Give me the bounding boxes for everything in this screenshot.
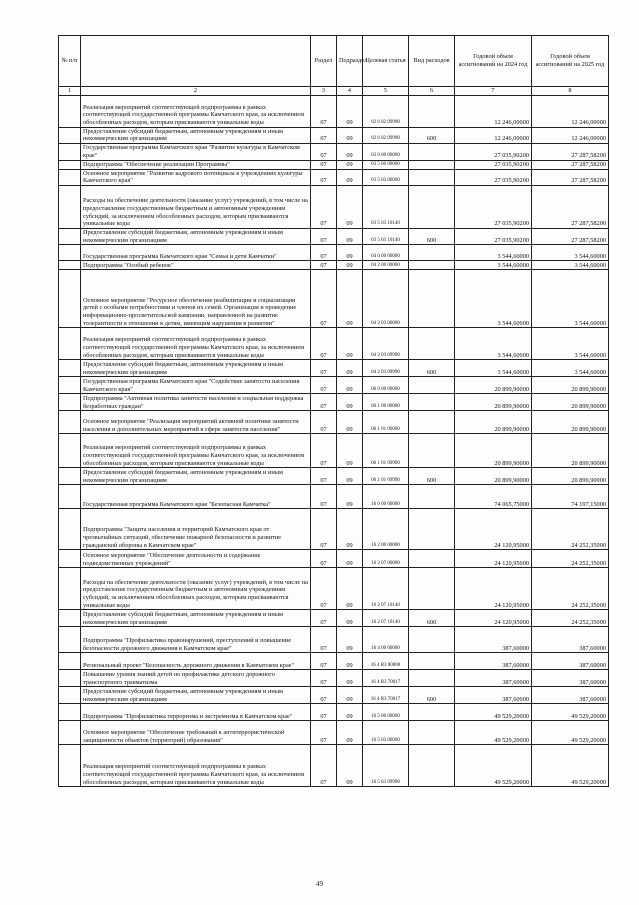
row-number bbox=[59, 704, 81, 721]
table-row bbox=[59, 394, 609, 411]
row-number bbox=[59, 185, 81, 228]
column-number-row bbox=[59, 87, 609, 96]
table-row bbox=[59, 568, 609, 610]
table-row bbox=[59, 360, 609, 377]
row-subsection: 09 bbox=[337, 687, 363, 704]
header-subsection: Подраздел bbox=[337, 36, 363, 87]
row-subsection: 09 bbox=[337, 328, 363, 360]
table-row bbox=[59, 509, 609, 550]
header-section: Раздел bbox=[311, 36, 337, 87]
row-expense-type bbox=[409, 627, 455, 653]
row-section: 07 bbox=[311, 468, 337, 485]
row-subsection: 09 bbox=[337, 160, 363, 169]
table-row bbox=[59, 377, 609, 394]
row-amount-2024: 24 120,95000 bbox=[455, 610, 532, 627]
row-target-article: 03 0 00 00000 bbox=[363, 144, 409, 160]
table-row bbox=[59, 228, 609, 244]
row-section: 07 bbox=[311, 610, 337, 627]
row-target-article: 04 0 00 00000 bbox=[363, 245, 409, 261]
row-amount-2024: 3 544,60000 bbox=[455, 261, 532, 270]
column-number: 6 bbox=[409, 87, 455, 96]
table-header-row bbox=[59, 36, 609, 87]
table-row bbox=[59, 745, 609, 787]
row-amount-2025: 20 899,90000 bbox=[532, 394, 609, 411]
row-amount-2025: 12 246,00000 bbox=[532, 95, 609, 127]
row-expense-type bbox=[409, 721, 455, 745]
row-amount-2024: 27 035,90200 bbox=[455, 160, 532, 169]
row-section: 07 bbox=[311, 627, 337, 653]
row-amount-2024: 24 120,95000 bbox=[455, 550, 532, 568]
row-section: 07 bbox=[311, 670, 337, 687]
row-section: 07 bbox=[311, 721, 337, 745]
row-name: Реализация мероприятий соответствующей подпрограммы в рамках соответствующей государственной программы Камчатского края, за исключением обособленных расходов, которым присваиваются уникальные коды bbox=[81, 434, 311, 468]
row-subsection: 09 bbox=[337, 228, 363, 244]
table-row bbox=[59, 721, 609, 745]
row-target-article: 04 2 03 00000 bbox=[363, 270, 409, 328]
row-amount-2025: 74 197,15000 bbox=[532, 485, 609, 509]
row-name: Подпрограмма "Профилактика правонарушений, преступлений и повышение безопасности дорожного движения в Камчатском крае" bbox=[81, 627, 311, 653]
row-amount-2024: 27 035,90200 bbox=[455, 144, 532, 160]
row-section: 07 bbox=[311, 127, 337, 143]
header-expense-type: Вид расходов bbox=[409, 36, 455, 87]
row-number bbox=[59, 745, 81, 787]
row-amount-2025: 387,60000 bbox=[532, 670, 609, 687]
row-amount-2024: 387,60000 bbox=[455, 670, 532, 687]
row-name: Основное мероприятие "Обеспечение деятельности и содержание подведомственных учреждений" bbox=[81, 550, 311, 568]
row-subsection: 09 bbox=[337, 568, 363, 610]
row-amount-2024: 20 899,90000 bbox=[455, 434, 532, 468]
row-section: 07 bbox=[311, 169, 337, 185]
row-expense-type: 600 bbox=[409, 687, 455, 704]
row-target-article: 16 5 03 00000 bbox=[363, 721, 409, 745]
row-amount-2025: 24 252,35000 bbox=[532, 568, 609, 610]
row-amount-2024: 387,60000 bbox=[455, 627, 532, 653]
row-amount-2025: 20 899,90000 bbox=[532, 377, 609, 394]
table-row bbox=[59, 434, 609, 468]
table-row bbox=[59, 468, 609, 485]
row-amount-2024: 20 899,90000 bbox=[455, 394, 532, 411]
table-row bbox=[59, 270, 609, 328]
row-amount-2024: 49 529,20000 bbox=[455, 721, 532, 745]
row-target-article: 03 5 00 00000 bbox=[363, 160, 409, 169]
column-number: 8 bbox=[532, 87, 609, 96]
row-amount-2025: 27 287,58200 bbox=[532, 228, 609, 244]
row-target-article: 04 2 03 09990 bbox=[363, 328, 409, 360]
row-amount-2024: 387,60000 bbox=[455, 687, 532, 704]
row-target-article: 03 5 03 10140 bbox=[363, 185, 409, 228]
row-section: 07 bbox=[311, 160, 337, 169]
row-expense-type bbox=[409, 509, 455, 550]
row-subsection: 09 bbox=[337, 360, 363, 377]
row-name: Подпрограмма "Профилактика терроризма и экстремизма в Камчатском крае" bbox=[81, 704, 311, 721]
row-name: Основное мероприятие "Реализация мероприятий активной политики занятости населения и дополнительных мероприятий в сфере занятости населения" bbox=[81, 411, 311, 434]
row-subsection: 09 bbox=[337, 394, 363, 411]
row-expense-type bbox=[409, 704, 455, 721]
row-name: Реализация мероприятий соответствующей подпрограммы в рамках соответствующей государственной программы Камчатского края, за исключением обособленных расходов, которым присваиваются уникальные коды bbox=[81, 328, 311, 360]
column-number: 7 bbox=[455, 87, 532, 96]
row-target-article: 16 2 07 10140 bbox=[363, 610, 409, 627]
row-amount-2024: 3 544,60000 bbox=[455, 328, 532, 360]
row-name: Подпрограмма "Активная политика занятости населения и социальная поддержка безработных граждан" bbox=[81, 394, 311, 411]
row-target-article: 16 2 07 00000 bbox=[363, 550, 409, 568]
row-expense-type: 600 bbox=[409, 610, 455, 627]
row-amount-2025: 49 529,20000 bbox=[532, 721, 609, 745]
row-number bbox=[59, 468, 81, 485]
header-number: № п/п bbox=[59, 36, 81, 87]
row-subsection: 09 bbox=[337, 721, 363, 745]
row-number bbox=[59, 360, 81, 377]
row-subsection: 09 bbox=[337, 627, 363, 653]
row-subsection: 09 bbox=[337, 550, 363, 568]
row-number bbox=[59, 610, 81, 627]
row-amount-2025: 24 252,35000 bbox=[532, 550, 609, 568]
row-amount-2025: 20 899,90000 bbox=[532, 434, 609, 468]
row-amount-2024: 3 544,60000 bbox=[455, 245, 532, 261]
row-name: Предоставление субсидий бюджетным, автономным учреждениям и иным некоммерческим организациям bbox=[81, 468, 311, 485]
row-number bbox=[59, 411, 81, 434]
header-amount-2024: Годовой объем ассигнований на 2024 год bbox=[455, 36, 532, 87]
row-expense-type bbox=[409, 270, 455, 328]
column-number: 1 bbox=[59, 87, 81, 96]
table-row bbox=[59, 245, 609, 261]
header-name bbox=[81, 36, 311, 87]
row-amount-2025: 20 899,90000 bbox=[532, 468, 609, 485]
row-amount-2024: 20 899,90000 bbox=[455, 468, 532, 485]
row-subsection: 09 bbox=[337, 270, 363, 328]
row-name: Подпрограмма "Обеспечение реализации Программы" bbox=[81, 160, 311, 169]
row-section: 07 bbox=[311, 270, 337, 328]
row-subsection: 09 bbox=[337, 245, 363, 261]
row-subsection: 09 bbox=[337, 468, 363, 485]
row-subsection: 09 bbox=[337, 745, 363, 787]
row-expense-type bbox=[409, 411, 455, 434]
table-row bbox=[59, 328, 609, 360]
row-subsection: 09 bbox=[337, 144, 363, 160]
row-target-article: 16 4 00 00000 bbox=[363, 627, 409, 653]
row-target-article: 04 2 00 00000 bbox=[363, 261, 409, 270]
row-target-article: 04 2 03 09990 bbox=[363, 360, 409, 377]
row-expense-type bbox=[409, 377, 455, 394]
header-amount-2025: Годовой объем ассигнований на 2025 год bbox=[532, 36, 609, 87]
row-number bbox=[59, 328, 81, 360]
row-number bbox=[59, 95, 81, 127]
row-number bbox=[59, 721, 81, 745]
row-number bbox=[59, 670, 81, 687]
row-number bbox=[59, 245, 81, 261]
row-subsection: 09 bbox=[337, 95, 363, 127]
row-amount-2025: 27 287,58200 bbox=[532, 169, 609, 185]
row-amount-2024: 74 065,75000 bbox=[455, 485, 532, 509]
row-target-article: 16 4 R3 00000 bbox=[363, 653, 409, 670]
row-section: 07 bbox=[311, 411, 337, 434]
row-target-article: 03 5 03 00000 bbox=[363, 169, 409, 185]
row-amount-2025: 24 252,35000 bbox=[532, 610, 609, 627]
row-expense-type bbox=[409, 653, 455, 670]
row-section: 07 bbox=[311, 485, 337, 509]
row-name: Расходы на обеспечение деятельности (оказание услуг) учреждений, в том числе на предоставление государственным бюджетным и автономным учреждениям субсидий, за исключением обособленных расходов, которым присваиваются уникальные коды bbox=[81, 185, 311, 228]
row-section: 07 bbox=[311, 360, 337, 377]
row-subsection: 09 bbox=[337, 610, 363, 627]
row-target-article: 16 0 00 00000 bbox=[363, 485, 409, 509]
row-amount-2024: 12 246,00000 bbox=[455, 127, 532, 143]
row-section: 07 bbox=[311, 745, 337, 787]
row-target-article: 16 4 R3 70017 bbox=[363, 687, 409, 704]
row-expense-type bbox=[409, 169, 455, 185]
row-amount-2025: 49 529,20000 bbox=[532, 745, 609, 787]
row-expense-type bbox=[409, 261, 455, 270]
row-amount-2025: 20 899,90000 bbox=[532, 411, 609, 434]
row-target-article: 06 1 00 00000 bbox=[363, 394, 409, 411]
row-target-article: 06 1 01 00000 bbox=[363, 411, 409, 434]
row-number bbox=[59, 485, 81, 509]
row-name: Предоставление субсидий бюджетным, автономным учреждениям и иным некоммерческим организациям bbox=[81, 228, 311, 244]
row-name: Государственная программа Камчатского края "Семья и дети Камчатки" bbox=[81, 245, 311, 261]
row-section: 07 bbox=[311, 704, 337, 721]
row-expense-type bbox=[409, 568, 455, 610]
row-subsection: 09 bbox=[337, 434, 363, 468]
row-number bbox=[59, 394, 81, 411]
row-expense-type bbox=[409, 434, 455, 468]
row-subsection: 09 bbox=[337, 509, 363, 550]
table-row bbox=[59, 627, 609, 653]
row-amount-2025: 12 246,00000 bbox=[532, 127, 609, 143]
table-row bbox=[59, 411, 609, 434]
row-name: Подпрограмма "Защита населения и территорий Камчатского края от чрезвычайных ситуаций, обеспечение пожарной безопасности и развитие гражданской обороны в Камчатском крае" bbox=[81, 509, 311, 550]
row-target-article: 16 2 00 00000 bbox=[363, 509, 409, 550]
row-name: Реализация мероприятий соответствующей подпрограммы в рамках соответствующей государственной программы Камчатского края, за исключением обособленных расходов, которым присваиваются уникальные коды bbox=[81, 745, 311, 787]
row-expense-type bbox=[409, 745, 455, 787]
row-section: 07 bbox=[311, 653, 337, 670]
row-subsection: 09 bbox=[337, 485, 363, 509]
row-expense-type bbox=[409, 670, 455, 687]
row-section: 07 bbox=[311, 95, 337, 127]
row-amount-2024: 27 035,90200 bbox=[455, 185, 532, 228]
row-name: Предоставление субсидий бюджетным, автономным учреждениям и иным некоммерческим организациям bbox=[81, 127, 311, 143]
row-name: Региональный проект "Безопасность дорожного движения в Камчатском крае" bbox=[81, 653, 311, 670]
row-expense-type bbox=[409, 394, 455, 411]
row-amount-2024: 49 529,20000 bbox=[455, 704, 532, 721]
row-amount-2024: 24 120,95000 bbox=[455, 568, 532, 610]
column-number: 5 bbox=[363, 87, 409, 96]
row-name: Подпрограмма "Особый ребенок" bbox=[81, 261, 311, 270]
row-expense-type: 600 bbox=[409, 468, 455, 485]
table-row bbox=[59, 610, 609, 627]
row-section: 07 bbox=[311, 394, 337, 411]
row-number bbox=[59, 169, 81, 185]
row-name: Основное мероприятие "Развитие кадрового потенциала в учреждениях культуры Камчатского края" bbox=[81, 169, 311, 185]
row-expense-type: 600 bbox=[409, 127, 455, 143]
row-section: 07 bbox=[311, 377, 337, 394]
row-amount-2025: 27 287,58200 bbox=[532, 144, 609, 160]
row-number bbox=[59, 434, 81, 468]
row-subsection: 09 bbox=[337, 185, 363, 228]
table-row bbox=[59, 261, 609, 270]
row-number bbox=[59, 377, 81, 394]
row-expense-type bbox=[409, 328, 455, 360]
table-row bbox=[59, 160, 609, 169]
row-subsection: 09 bbox=[337, 411, 363, 434]
row-target-article: 16 5 03 09990 bbox=[363, 745, 409, 787]
row-subsection: 09 bbox=[337, 127, 363, 143]
table-row bbox=[59, 169, 609, 185]
row-amount-2025: 3 544,60000 bbox=[532, 328, 609, 360]
row-amount-2025: 24 252,35000 bbox=[532, 509, 609, 550]
row-amount-2025: 3 544,60000 bbox=[532, 261, 609, 270]
table-row bbox=[59, 653, 609, 670]
row-number bbox=[59, 653, 81, 670]
row-name: Государственная программа Камчатского края "Содействие занятости населения Камчатского края" bbox=[81, 377, 311, 394]
table-row bbox=[59, 704, 609, 721]
row-target-article: 16 4 R3 70017 bbox=[363, 670, 409, 687]
row-name: Государственная программа Камчатского края "Безопасная Камчатка" bbox=[81, 485, 311, 509]
table-body bbox=[59, 95, 609, 787]
row-number bbox=[59, 261, 81, 270]
row-amount-2024: 20 899,90000 bbox=[455, 411, 532, 434]
row-section: 07 bbox=[311, 261, 337, 270]
row-section: 07 bbox=[311, 434, 337, 468]
row-section: 07 bbox=[311, 144, 337, 160]
row-target-article: 02 6 02 09990 bbox=[363, 95, 409, 127]
row-amount-2024: 387,60000 bbox=[455, 653, 532, 670]
row-expense-type bbox=[409, 95, 455, 127]
row-name: Расходы на обеспечение деятельности (оказание услуг) учреждений, в том числе на предоставление государственным бюджетным и автономным учреждениям субсидий, за исключением обособленных расходов, которым присваиваются уникальные коды bbox=[81, 568, 311, 610]
row-amount-2025: 49 529,20000 bbox=[532, 704, 609, 721]
row-number bbox=[59, 160, 81, 169]
row-section: 07 bbox=[311, 228, 337, 244]
row-amount-2025: 387,60000 bbox=[532, 653, 609, 670]
table-row bbox=[59, 550, 609, 568]
row-expense-type: 600 bbox=[409, 360, 455, 377]
row-amount-2025: 3 544,60000 bbox=[532, 245, 609, 261]
row-amount-2024: 24 120,95000 bbox=[455, 509, 532, 550]
table-row bbox=[59, 185, 609, 228]
row-number bbox=[59, 627, 81, 653]
row-name: Реализация мероприятий соответствующей подпрограммы в рамках соответствующей государственной программы Камчатского края, за исключением обособленных расходов, которым присваиваются уникальные коды bbox=[81, 95, 311, 127]
row-number bbox=[59, 568, 81, 610]
row-amount-2024: 12 246,00000 bbox=[455, 95, 532, 127]
row-expense-type bbox=[409, 485, 455, 509]
row-subsection: 09 bbox=[337, 261, 363, 270]
row-target-article: 16 5 00 00000 bbox=[363, 704, 409, 721]
table-row bbox=[59, 485, 609, 509]
row-number bbox=[59, 550, 81, 568]
row-number bbox=[59, 127, 81, 143]
row-subsection: 09 bbox=[337, 169, 363, 185]
header-target-article: Целевая статья bbox=[363, 36, 409, 87]
row-section: 07 bbox=[311, 245, 337, 261]
row-expense-type: 600 bbox=[409, 228, 455, 244]
row-expense-type bbox=[409, 550, 455, 568]
table-row bbox=[59, 144, 609, 160]
row-section: 07 bbox=[311, 328, 337, 360]
row-amount-2024: 27 035,90200 bbox=[455, 169, 532, 185]
row-expense-type bbox=[409, 160, 455, 169]
table-row bbox=[59, 95, 609, 127]
row-amount-2025: 3 544,60000 bbox=[532, 270, 609, 328]
row-amount-2024: 3 544,60000 bbox=[455, 270, 532, 328]
row-amount-2024: 27 035,90200 bbox=[455, 228, 532, 244]
row-name: Предоставление субсидий бюджетным, автономным учреждениям и иным некоммерческим организациям bbox=[81, 610, 311, 627]
row-target-article: 06 1 01 09990 bbox=[363, 468, 409, 485]
row-name: Основное мероприятие "Обеспечение требований к антитеррористической защищенности объектов (территорий) образования" bbox=[81, 721, 311, 745]
column-number: 4 bbox=[337, 87, 363, 96]
page-number: 49 bbox=[316, 880, 323, 888]
row-target-article: 03 5 03 10140 bbox=[363, 228, 409, 244]
row-target-article: 16 2 07 10140 bbox=[363, 568, 409, 610]
row-subsection: 09 bbox=[337, 377, 363, 394]
row-section: 07 bbox=[311, 509, 337, 550]
table-row bbox=[59, 687, 609, 704]
budget-table bbox=[58, 35, 609, 787]
row-target-article: 02 6 02 09990 bbox=[363, 127, 409, 143]
row-number bbox=[59, 509, 81, 550]
row-amount-2025: 387,60000 bbox=[532, 627, 609, 653]
row-name: Повышение уровня знаний детей по профилактике детского дорожного транспортного травматизма bbox=[81, 670, 311, 687]
row-amount-2025: 3 544,60000 bbox=[532, 360, 609, 377]
row-section: 07 bbox=[311, 550, 337, 568]
row-number bbox=[59, 687, 81, 704]
row-number bbox=[59, 270, 81, 328]
column-number: 2 bbox=[81, 87, 311, 96]
row-name: Государственная программа Камчатского края "Развитие культуры в Камчатском крае" bbox=[81, 144, 311, 160]
row-subsection: 09 bbox=[337, 653, 363, 670]
row-amount-2024: 3 544,60000 bbox=[455, 360, 532, 377]
row-amount-2025: 27 287,58200 bbox=[532, 160, 609, 169]
row-subsection: 09 bbox=[337, 704, 363, 721]
row-name: Основное мероприятие "Ресурсное обеспечение реабилитации и социализации детей с особыми потребностями и членов их семей. Организация и проведение информационно-просветительской кампании, направленной на развитие толерантности в отношении к детям, имеющим нарушения в развитии" bbox=[81, 270, 311, 328]
row-amount-2024: 49 529,20000 bbox=[455, 745, 532, 787]
row-amount-2025: 387,60000 bbox=[532, 687, 609, 704]
row-section: 07 bbox=[311, 687, 337, 704]
row-amount-2024: 20 899,90000 bbox=[455, 377, 532, 394]
row-number bbox=[59, 228, 81, 244]
row-expense-type bbox=[409, 245, 455, 261]
row-target-article: 06 1 01 09990 bbox=[363, 434, 409, 468]
table-row bbox=[59, 670, 609, 687]
row-section: 07 bbox=[311, 185, 337, 228]
row-target-article: 06 0 00 00000 bbox=[363, 377, 409, 394]
row-subsection: 09 bbox=[337, 670, 363, 687]
row-expense-type bbox=[409, 144, 455, 160]
row-name: Предоставление субсидий бюджетным, автономным учреждениям и иным некоммерческим организациям bbox=[81, 687, 311, 704]
row-section: 07 bbox=[311, 568, 337, 610]
row-amount-2025: 27 287,58200 bbox=[532, 185, 609, 228]
column-number: 3 bbox=[311, 87, 337, 96]
row-expense-type bbox=[409, 185, 455, 228]
row-name: Предоставление субсидий бюджетным, автономным учреждениям и иным некоммерческим организациям bbox=[81, 360, 311, 377]
row-number bbox=[59, 144, 81, 160]
table-row bbox=[59, 127, 609, 143]
